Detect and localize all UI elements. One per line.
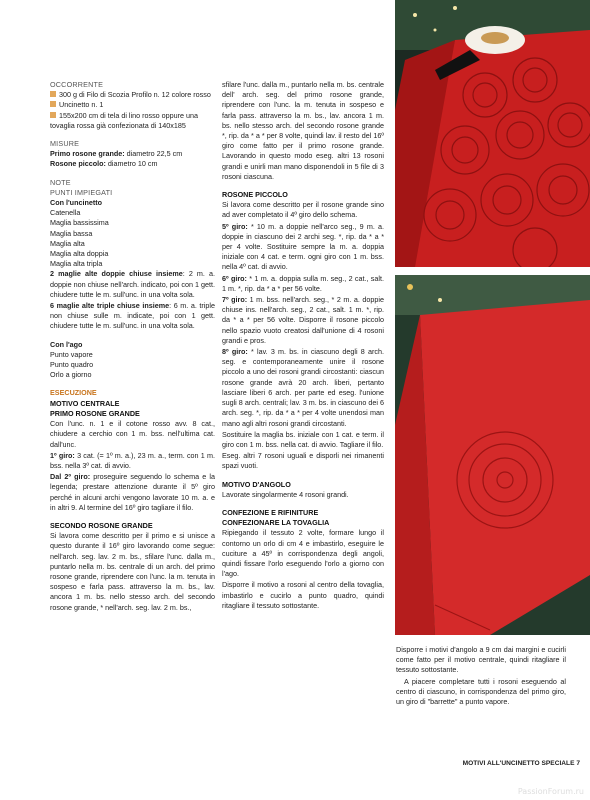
paragraph: sfilare l'unc. dalla m., puntarlo nella m. bs. centrale dell' arch. seg. del primo rosone grande, riprendere con l'unc. la m. tenuta in sospeso e farla pass. attraverso la m. bs., lav. ancora 1 m. bs. nello stesso arch. del secondo rosone grande *, rip. da * a * per 8 volte, quindi lav. il resto del 16º giro come fatto per il primo rosone grande. Lavorando in questo modo eseg. altri 13 rosoni grandi e unirli man mano disponendoli in 5 file di 3 rosoni ciascuna. (222, 80, 384, 181)
bullet-square-icon (50, 101, 56, 107)
ago-heading: Con l'ago (50, 339, 83, 349)
paragraph: 6º giro: * 1 m. a. doppia sulla m. seg., 2 cat., salt. 1 m. *, rip. da * a * per 56 volte. (222, 273, 384, 293)
misure-item: Primo rosone grande: diametro 22,5 cm (50, 149, 183, 159)
stitch-item: Punto quadro (50, 360, 94, 370)
paragraph: 1º giro: 3 cat. (= 1º m. a.), 23 m. a., term. con 1 m. bss. nella 3º cat. di avvio. (50, 450, 215, 470)
primo-rosone-heading: PRIMO ROSONE GRANDE (50, 408, 140, 418)
paragraph: Lavorate singolarmente 4 rosoni grandi. (222, 489, 349, 499)
stitch-desc: 2 maglie alte doppie chiuse insieme: 2 m. a. doppie non chiuse nell'arch. indicato, poi con 1 gett. chiudere tutte le m. sull'unc. in una volta sola. (50, 269, 215, 299)
watermark: PassionForum.ru (517, 787, 584, 796)
bullet-square-icon (50, 91, 56, 97)
stitch-item: Maglia alta tripla (50, 259, 103, 269)
paragraph: Si lavora come descritto per il primo e si unisce a questo durante il 16º giro lavorando come segue: nell'arch. seg. lav. 2 m. bs., sfilare l'unc. dalla m., puntarlo nella m. bs. centrale di un arch. del primo rosone grande, riprendere con l'unc. la m. tenuta in sospeso e farla pass. attraverso la m. bs., lav. ancora 1 m. bs. nello stesso arch. del secondo rosone grande, * nell'arch. seg. lav. 2 m. bs., (50, 531, 215, 612)
stitch-item: Maglia alta (50, 238, 85, 248)
paragraph: Eseg. altri 7 rosoni uguali e disporli nei rimanenti spazi vuoti. (222, 451, 384, 471)
tablecloth-corner-illustration (395, 275, 590, 635)
photo-tablecloth-top (395, 0, 590, 267)
stitch-desc: 6 maglie alte triple chiuse insieme: 6 m. a. triple non chiuse sulle m. indicate, poi con 1 gett. chiudere tutte le m. sull'unc. in una volta sola. (50, 301, 215, 331)
punti-heading: PUNTI IMPIEGATI (50, 187, 113, 197)
stitch-item: Punto vapore (50, 349, 93, 359)
column-middle (222, 80, 384, 612)
rosone-piccolo-heading: ROSONE PICCOLO (222, 190, 288, 200)
paragraph: 7º giro: 1 m. bss. nell'arch. seg., * 2 m. a. doppie chiuse ins. nell'arch. seg., 2 cat., salt. 1 m. *, rip. da * a * per 56 volte. Disporre il rosone piccolo nello spazio vuoto creatosi dall'unione di 4 rosoni grandi e pros. (222, 295, 384, 345)
paragraph: Dal 2º giro: proseguire seguendo lo schema e la legenda; prestare attenzione durante il 5º giro perché in alcuni archi vengono lavorate 10 m. a. e in altri 9. Al termine del 16º giro tagliare il filo. (50, 472, 215, 512)
paragraph: 5º giro: * 10 m. a doppie nell'arco seg., 9 m. a. doppie in ciascuno dei 2 archi seg. *, rip. da * a * per 4 volte. Sostituire sempre la m. a. doppia iniziale con 4 cat. e term. ogni giro con 1 m. bss. nella 4º cat. di avvio. (222, 221, 384, 272)
confezione-heading: CONFEZIONE E RIFINITURE (222, 507, 319, 517)
page-footer (400, 760, 580, 767)
paragraph: Disporre il motivo a rosoni al centro della tovaglia, imbastirlo e cucirlo a punto quadro, quindi ritagliare il tessuto sottostante. (222, 580, 384, 610)
paragraph: A piacere completare tutti i rosoni eseguendo al centro di ciascuno, in corrispondenza del primo giro, un giro di "barrette" a punto vapore. (396, 676, 566, 707)
uncinetto-heading: Con l'uncinetto (50, 198, 103, 208)
occorrente-item: Uncinetto n. 1 (50, 100, 215, 110)
stitch-item: Maglia bassissima (50, 218, 109, 228)
occorrente-item: 155x200 cm di tela di lino rosso oppure una tovaglia rossa già confezionata di 140x185 (50, 110, 199, 130)
paragraph: Disporre i motivi d'angolo a 9 cm dai margini e cucirli come fatto per il motivo centrale, quindi ritagliare il tessuto sottostante. (396, 645, 566, 675)
esecuzione-heading: ESECUZIONE (50, 388, 97, 398)
stitch-item: Maglia bassa (50, 228, 93, 238)
occorrente-item: 300 g di Filo di Scozia Profilo n. 12 colore rosso (50, 90, 215, 100)
paragraph: Ripiegando il tessuto 2 volte, formare lungo il contorno un orlo di cm 4 e imbastirlo, eseguire le cuciture a 45º in corrispondenza degli angoli, quindi fissare l'orlo eseguendo l'orlo a giorno con l'ago. (222, 528, 384, 579)
paragraph: Con l'unc. n. 1 e il cotone rosso avv. 8 cat., chiudere a cerchio con 1 m. bss. nell'ultima cat. dall'unc. (50, 419, 215, 449)
misure-item: Rosone piccolo: diametro 10 cm (50, 159, 158, 169)
paragraph: Sostituire la maglia bs. iniziale con 1 cat. e term. il giro con 1 m. bss. nella cat. di avvio. Tagliare il filo. (222, 429, 384, 449)
column-left (50, 80, 215, 614)
photo-tablecloth-corner (395, 275, 590, 635)
paragraph: Si lavora come descritto per il rosone grande sino ad aver completato il 4º giro dello schema. (222, 200, 384, 220)
column-right (396, 645, 566, 708)
angolo-heading: MOTIVO D'ANGOLO (222, 479, 291, 489)
misure-heading: MISURE (50, 139, 80, 149)
footer-title: MOTIVI ALL'UNCINETTO SPECIALE (462, 760, 575, 767)
stitch-item: Catenella (50, 208, 81, 218)
secondo-rosone-heading: SECONDO ROSONE GRANDE (50, 520, 153, 530)
stitch-item: Maglia alta doppia (50, 249, 109, 259)
tovaglia-heading: CONFEZIONARE LA TOVAGLIA (222, 518, 330, 528)
tablecloth-top-illustration (395, 0, 590, 267)
occorrente-heading: OCCORRENTE (50, 80, 104, 89)
paragraph: 8º giro: * lav. 3 m. bs. in ciascuno degli 8 arch. seg. e contemporaneamente unire il rosone piccolo a uno dei rosoni grandi circostanti: ciascun rosone grande avrà 20 arch. liberi, pertanto lasciare liberi 6 arch. per parte ed eseg. l'unione sugli 8 arch. centrali; lav. 3 m. bs. in ciascuno dei 6 arch. seg. *, rip. da * a * per 4 volte unendosi man mano agli altri rosoni grandi circostanti. (222, 347, 384, 428)
stitch-item: Orlo a giorno (50, 370, 92, 380)
note-heading: NOTE (50, 177, 71, 187)
page-number: 7 (576, 760, 580, 767)
bullet-square-icon (50, 112, 56, 118)
motivo-heading: MOTIVO CENTRALE (50, 398, 120, 408)
